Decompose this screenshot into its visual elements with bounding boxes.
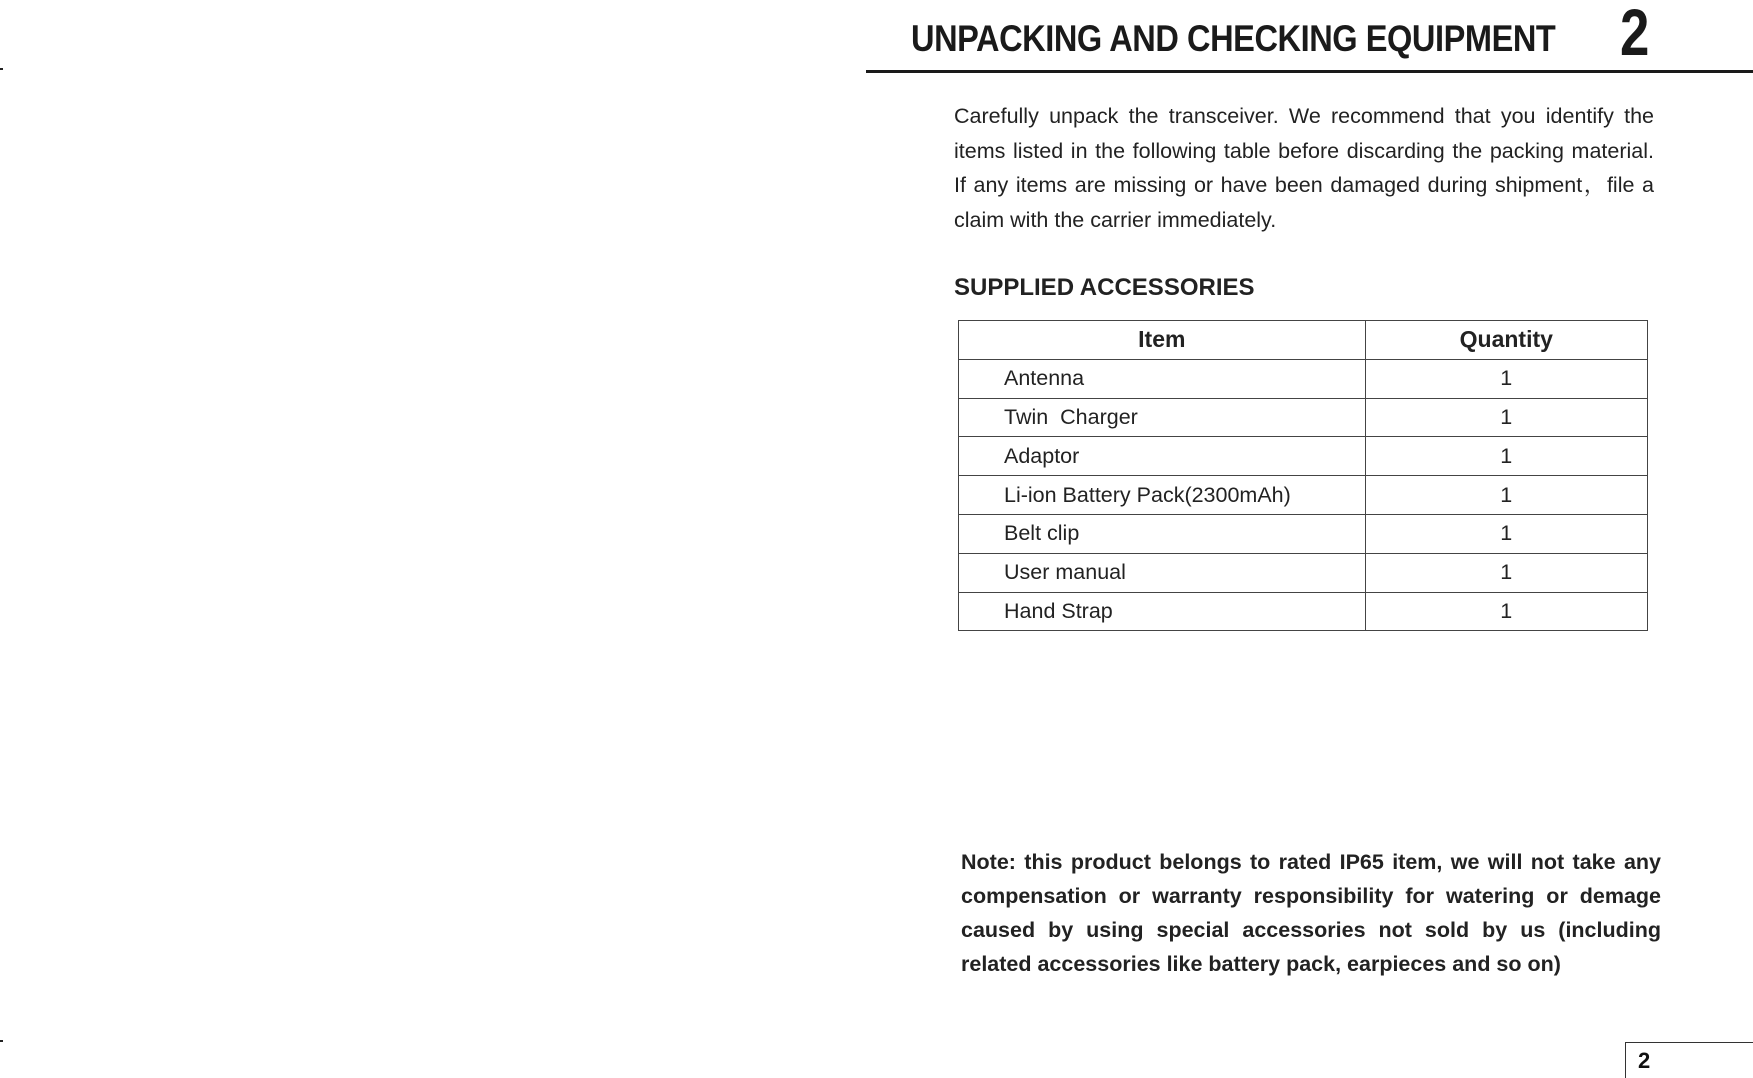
page-number-box <box>1625 1042 1753 1078</box>
accessories-table <box>958 320 1648 631</box>
table-row <box>959 553 1648 592</box>
quantity-cell: 1 <box>1365 437 1647 476</box>
table-row <box>959 592 1648 631</box>
quantity-cell: 1 <box>1365 476 1647 515</box>
table-row <box>959 359 1648 398</box>
chapter-number: 2 <box>1620 0 1650 69</box>
quantity-cell: 1 <box>1365 359 1647 398</box>
table-row <box>959 398 1648 437</box>
item-cell: Li-ion Battery Pack(2300mAh) <box>959 476 1366 515</box>
table-row <box>959 514 1648 553</box>
table-header-row <box>959 321 1648 360</box>
crop-mark-bottom <box>0 1040 3 1042</box>
column-header-quantity: Quantity <box>1365 321 1647 360</box>
quantity-cell: 1 <box>1365 553 1647 592</box>
item-cell: Hand Strap <box>959 592 1366 631</box>
section-title: SUPPLIED ACCESSORIES <box>954 274 1255 301</box>
table-row <box>959 437 1648 476</box>
chapter-header <box>866 0 1753 73</box>
quantity-cell: 1 <box>1365 514 1647 553</box>
crop-mark-top <box>0 68 3 70</box>
item-cell: Twin Charger <box>959 398 1366 437</box>
item-cell: Belt clip <box>959 514 1366 553</box>
intro-paragraph: Carefully unpack the transceiver. We recommend that you identify the items listed in the following table before discarding the packing material. If any items are missing or have been damaged during shipment，file a claim with the carrier immediately. <box>954 104 1654 232</box>
quantity-cell: 1 <box>1365 592 1647 631</box>
item-cell: User manual <box>959 553 1366 592</box>
item-cell: Antenna <box>959 359 1366 398</box>
table-row <box>959 476 1648 515</box>
page-number: 2 <box>1638 1048 1651 1073</box>
item-cell: Adaptor <box>959 437 1366 476</box>
chapter-title: UNPACKING AND CHECKING EQUIPMENT <box>911 18 1556 59</box>
warranty-note: Note: this product belongs to rated IP65 item, we will not take any compensation or warranty responsibility for watering or demage caused by using special accessories not sold by us (including related accessories like battery pack, earpieces and so on) <box>961 850 1661 976</box>
quantity-cell: 1 <box>1365 398 1647 437</box>
column-header-item: Item <box>959 321 1366 360</box>
